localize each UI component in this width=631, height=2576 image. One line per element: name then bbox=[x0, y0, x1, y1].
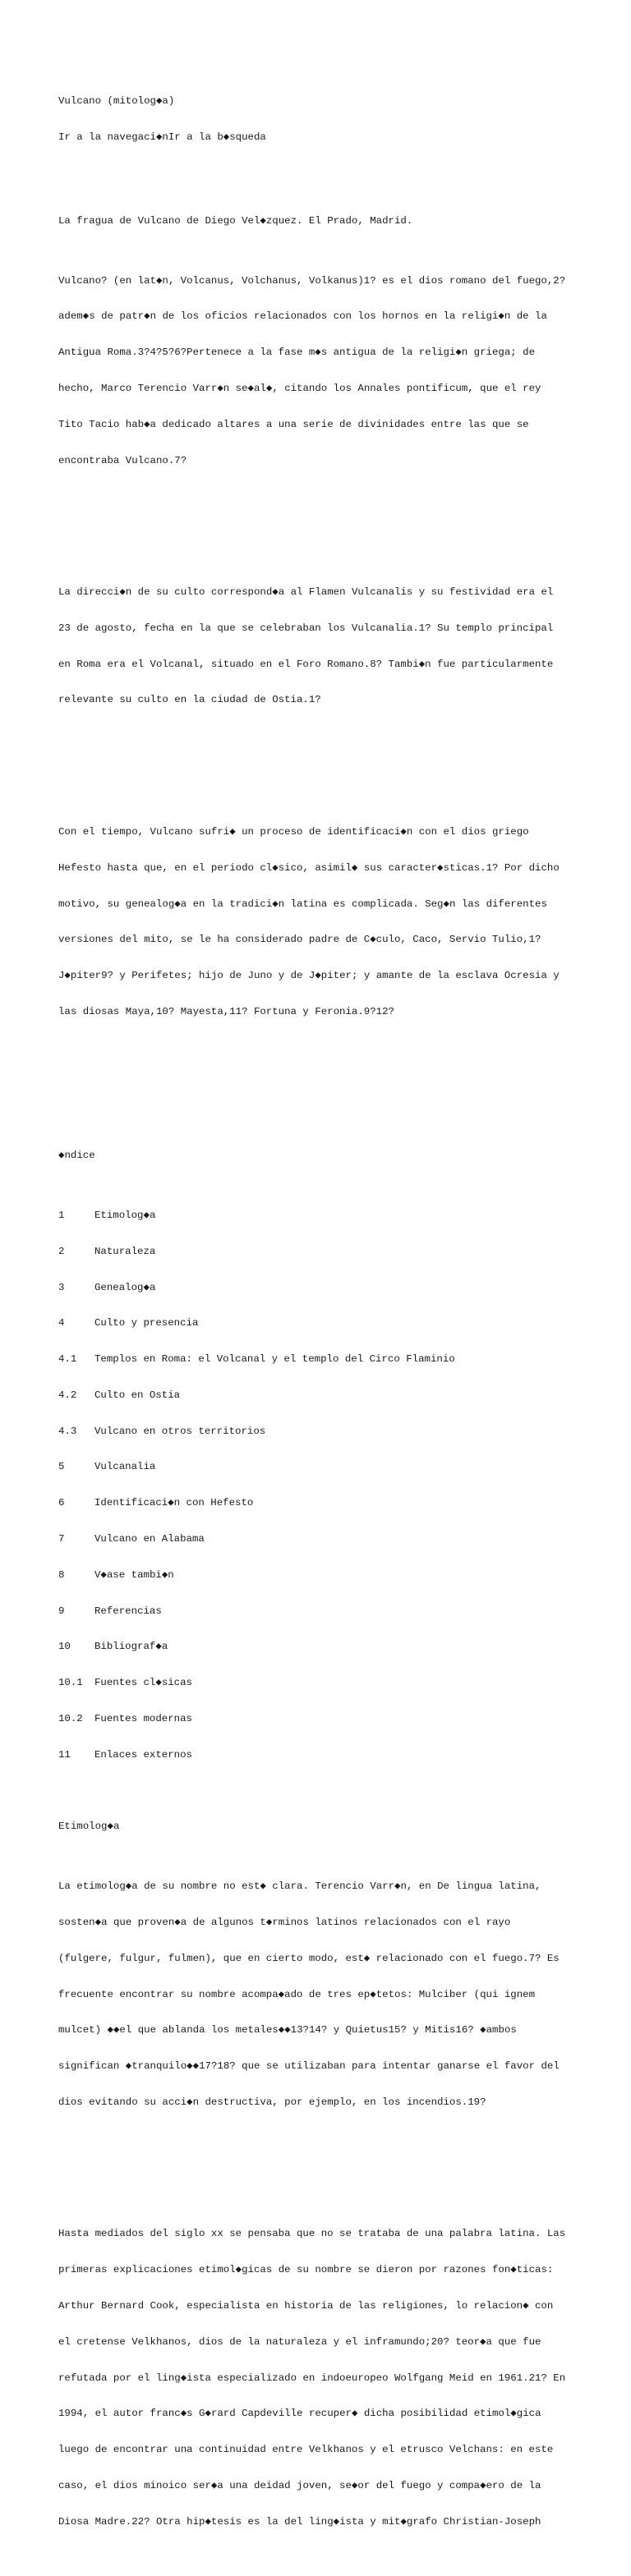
toc-label: Bibliograf◆a bbox=[94, 1641, 168, 1653]
section-heading-etimologia: Etimolog◆a bbox=[58, 1821, 120, 1833]
toc-label: Genealog◆a bbox=[94, 1281, 156, 1293]
toc-label: Referencias bbox=[94, 1605, 162, 1617]
text-line: frecuente encontrar su nombre acompa◆ado de tres ep◆tetos: Mulciber (qui ignem bbox=[58, 1988, 536, 2000]
toc-item[interactable] bbox=[58, 1497, 625, 1509]
text-line: el cretense Velkhanos, dios de la naturaleza y el inframundo;20? teor◆a que fue bbox=[58, 2335, 541, 2348]
toc-heading: ◆ndice bbox=[58, 1150, 95, 1162]
text-line: Tito Tacio hab◆a dedicado altares a una serie de divinidades entre las que se bbox=[58, 418, 529, 430]
spacer bbox=[58, 1066, 625, 1078]
spacer bbox=[58, 1102, 625, 1114]
toc-item[interactable] bbox=[58, 1426, 625, 1438]
text-line: Con el tiempo, Vulcano sufri◆ un proceso de identificaci◆n con el dios griego bbox=[58, 826, 529, 838]
text-line: La etimolog◆a de su nombre no est◆ clara. Terencio Varr◆n, en De lingua latina, bbox=[58, 1880, 541, 1893]
toc-label: Templos en Roma: el Volcanal y el templo del Circo Flaminio bbox=[94, 1353, 455, 1366]
toc-item[interactable] bbox=[58, 1461, 625, 1473]
toc-number: 10.2 bbox=[58, 1712, 83, 1724]
toc-label: Culto en Ostia bbox=[94, 1389, 181, 1401]
toc-number: 7 bbox=[58, 1533, 65, 1545]
toc-label: Vulcanalia bbox=[94, 1461, 156, 1473]
toc-number: 8 bbox=[58, 1568, 65, 1581]
toc-number: 6 bbox=[58, 1497, 65, 1509]
text-line: luego de encontrar una continuidad entre Velkhanos y el etrusco Velchans: en este bbox=[58, 2444, 554, 2456]
navigation-links[interactable]: Ir a la navegaci◆nIr a la b◆squeda bbox=[58, 131, 266, 143]
text-line: Hefesto hasta que, en el periodo cl◆sico, asimil◆ sus caracter◆sticas.1? Por dicho bbox=[58, 861, 560, 874]
text-line: primeras explicaciones etimol◆gicas de su nombre se dieron por razones fon◆ticas: bbox=[58, 2264, 554, 2276]
toc-number: 1 bbox=[58, 1210, 65, 1221]
toc-item[interactable] bbox=[58, 1569, 625, 1582]
text-line: 23 de agosto, fecha en la que se celebraban los Vulcanalia.1? Su templo principal bbox=[58, 622, 554, 634]
etimologia-paragraph-2 bbox=[58, 2204, 625, 2551]
text-line: versiones del mito, se le ha considerado padre de C◆culo, Caco, Servio Tulio,1? bbox=[58, 934, 541, 946]
toc-item[interactable] bbox=[58, 1353, 625, 1366]
text-line: (fulgere, fulgur, fulmen), que en cierto modo, est◆ relacionado con el fuego.7? Es bbox=[58, 1952, 560, 1964]
toc-number: 4.3 bbox=[58, 1425, 77, 1437]
toc-number: 10 bbox=[58, 1641, 71, 1653]
toc-label: V◆ase tambi◆n bbox=[94, 1568, 174, 1581]
toc-label: Culto y presencia bbox=[94, 1317, 199, 1329]
text-line: en Roma era el Volcanal, situado en el Foro Romano.8? Tambi◆n fue particularmente bbox=[58, 658, 554, 670]
toc-number: 5 bbox=[58, 1461, 65, 1473]
toc-item[interactable] bbox=[58, 1677, 625, 1689]
text-line: Vulcano? (en lat◆n, Volcanus, Volchanus, Volkanus)1? es el dios romano del fuego,2? bbox=[58, 274, 566, 287]
toc-number: 11 bbox=[58, 1748, 71, 1761]
toc-item[interactable] bbox=[58, 1317, 625, 1329]
text-line: dios evitando su acci◆n destructiva, por ejemplo, en los incendios.19? bbox=[58, 2096, 486, 2108]
text-line: Diosa Madre.22? Otra hip◆tesis es la del ling◆ista y mit◆grafo Christian-Joseph bbox=[58, 2515, 541, 2528]
text-line: significan ◆tranquilo◆◆17?18? que se utilizaban para intentar ganarse el favor del bbox=[58, 2060, 560, 2073]
toc-label: Vulcano en Alabama bbox=[94, 1533, 205, 1545]
toc-label: Fuentes cl◆sicas bbox=[94, 1677, 192, 1689]
text-line: refutada por el ling◆ista especializado en indoeuropeo Wolfgang Meid en 1961.21? En bbox=[58, 2372, 566, 2384]
toc-number: 3 bbox=[58, 1281, 65, 1293]
spacer bbox=[58, 167, 625, 179]
text-line: Antigua Roma.3?4?5?6?Pertenece a la fase m◆s antigua de la religi◆n griega; de bbox=[58, 347, 536, 359]
toc-item[interactable] bbox=[58, 1713, 625, 1725]
text-line: sosten◆a que proven◆a de algunos t◆rminos latinos relacionados con el rayo bbox=[58, 1917, 511, 1929]
toc-number: 4.2 bbox=[58, 1389, 77, 1401]
text-line: Arthur Bernard Cook, especialista en historia de las religiones, lo relacion◆ con bbox=[58, 2300, 554, 2312]
toc-item[interactable] bbox=[58, 1389, 625, 1402]
toc-item[interactable] bbox=[58, 1210, 625, 1222]
image-caption: La fragua de Vulcano de Diego Vel◆zquez. El Prado, Madrid. bbox=[58, 214, 413, 227]
intro-paragraph-3 bbox=[58, 802, 625, 1042]
toc-number: 10.1 bbox=[58, 1677, 83, 1689]
spacer bbox=[58, 515, 625, 527]
table-of-contents bbox=[58, 1186, 625, 1785]
toc-item[interactable] bbox=[58, 1533, 625, 1545]
etimologia-paragraph-1 bbox=[58, 1857, 625, 2133]
toc-label: Fuentes modernas bbox=[94, 1712, 192, 1724]
toc-item[interactable] bbox=[58, 1641, 625, 1653]
toc-item[interactable] bbox=[58, 1605, 625, 1618]
intro-paragraph-2 bbox=[58, 562, 625, 730]
text-line: 1994, el autor franc◆s G◆rard Capdeville recuper◆ dicha posibilidad etimol◆gica bbox=[58, 2408, 541, 2420]
spacer bbox=[58, 754, 625, 766]
toc-number: 2 bbox=[58, 1245, 65, 1257]
toc-label: Enlaces externos bbox=[94, 1748, 192, 1761]
toc-label: Naturaleza bbox=[94, 1245, 156, 1257]
text-line: las diosas Maya,10? Mayesta,11? Fortuna y Feronia.9?12? bbox=[58, 1005, 394, 1017]
text-line: encontraba Vulcano.7? bbox=[58, 454, 187, 466]
page-title: Vulcano (mitolog◆a) bbox=[58, 94, 175, 107]
toc-number: 4 bbox=[58, 1317, 65, 1329]
text-line: La direcci◆n de su culto correspond◆a al Flamen Vulcanalis y su festividad era el bbox=[58, 586, 554, 599]
text-line: hecho, Marco Terencio Varr◆n se◆al◆, citando los Annales pontificum, que el rey bbox=[58, 383, 541, 395]
text-line: mulcet) ◆◆el que ablanda los metales◆◆13?14? y Quietus15? y Mitis16? ◆ambos bbox=[58, 2024, 517, 2036]
toc-label: Etimolog◆a bbox=[94, 1210, 156, 1221]
toc-label: Vulcano en otros territorios bbox=[94, 1425, 266, 1437]
text-line: motivo, su genealog◆a en la tradici◆n latina es complicada. Seg◆n las diferentes bbox=[58, 898, 547, 910]
text-line: adem◆s de patr◆n de los oficios relacionados con los hornos en la religi◆n de la bbox=[58, 310, 547, 323]
document-page bbox=[58, 59, 625, 2576]
toc-item[interactable] bbox=[58, 1246, 625, 1258]
toc-item[interactable] bbox=[58, 1749, 625, 1761]
text-line: J◆piter9? y Perifetes; hijo de Juno y de J◆piter; y amante de la esclava Ocresia y bbox=[58, 970, 560, 982]
intro-paragraph-1 bbox=[58, 251, 625, 491]
toc-label: Identificaci◆n con Hefesto bbox=[94, 1497, 254, 1509]
spacer bbox=[58, 2156, 625, 2169]
text-line: relevante su culto en la ciudad de Ostia.1? bbox=[58, 694, 321, 706]
toc-item[interactable] bbox=[58, 1282, 625, 1294]
toc-number: 9 bbox=[58, 1605, 65, 1617]
toc-number: 4.1 bbox=[58, 1353, 77, 1366]
text-line: caso, el dios minoico ser◆a una deidad joven, se◆or del fuego y compa◆ero de la bbox=[58, 2479, 541, 2491]
text-line: Hasta mediados del siglo xx se pensaba que no se trataba de una palabra latina. Las bbox=[58, 2228, 566, 2240]
